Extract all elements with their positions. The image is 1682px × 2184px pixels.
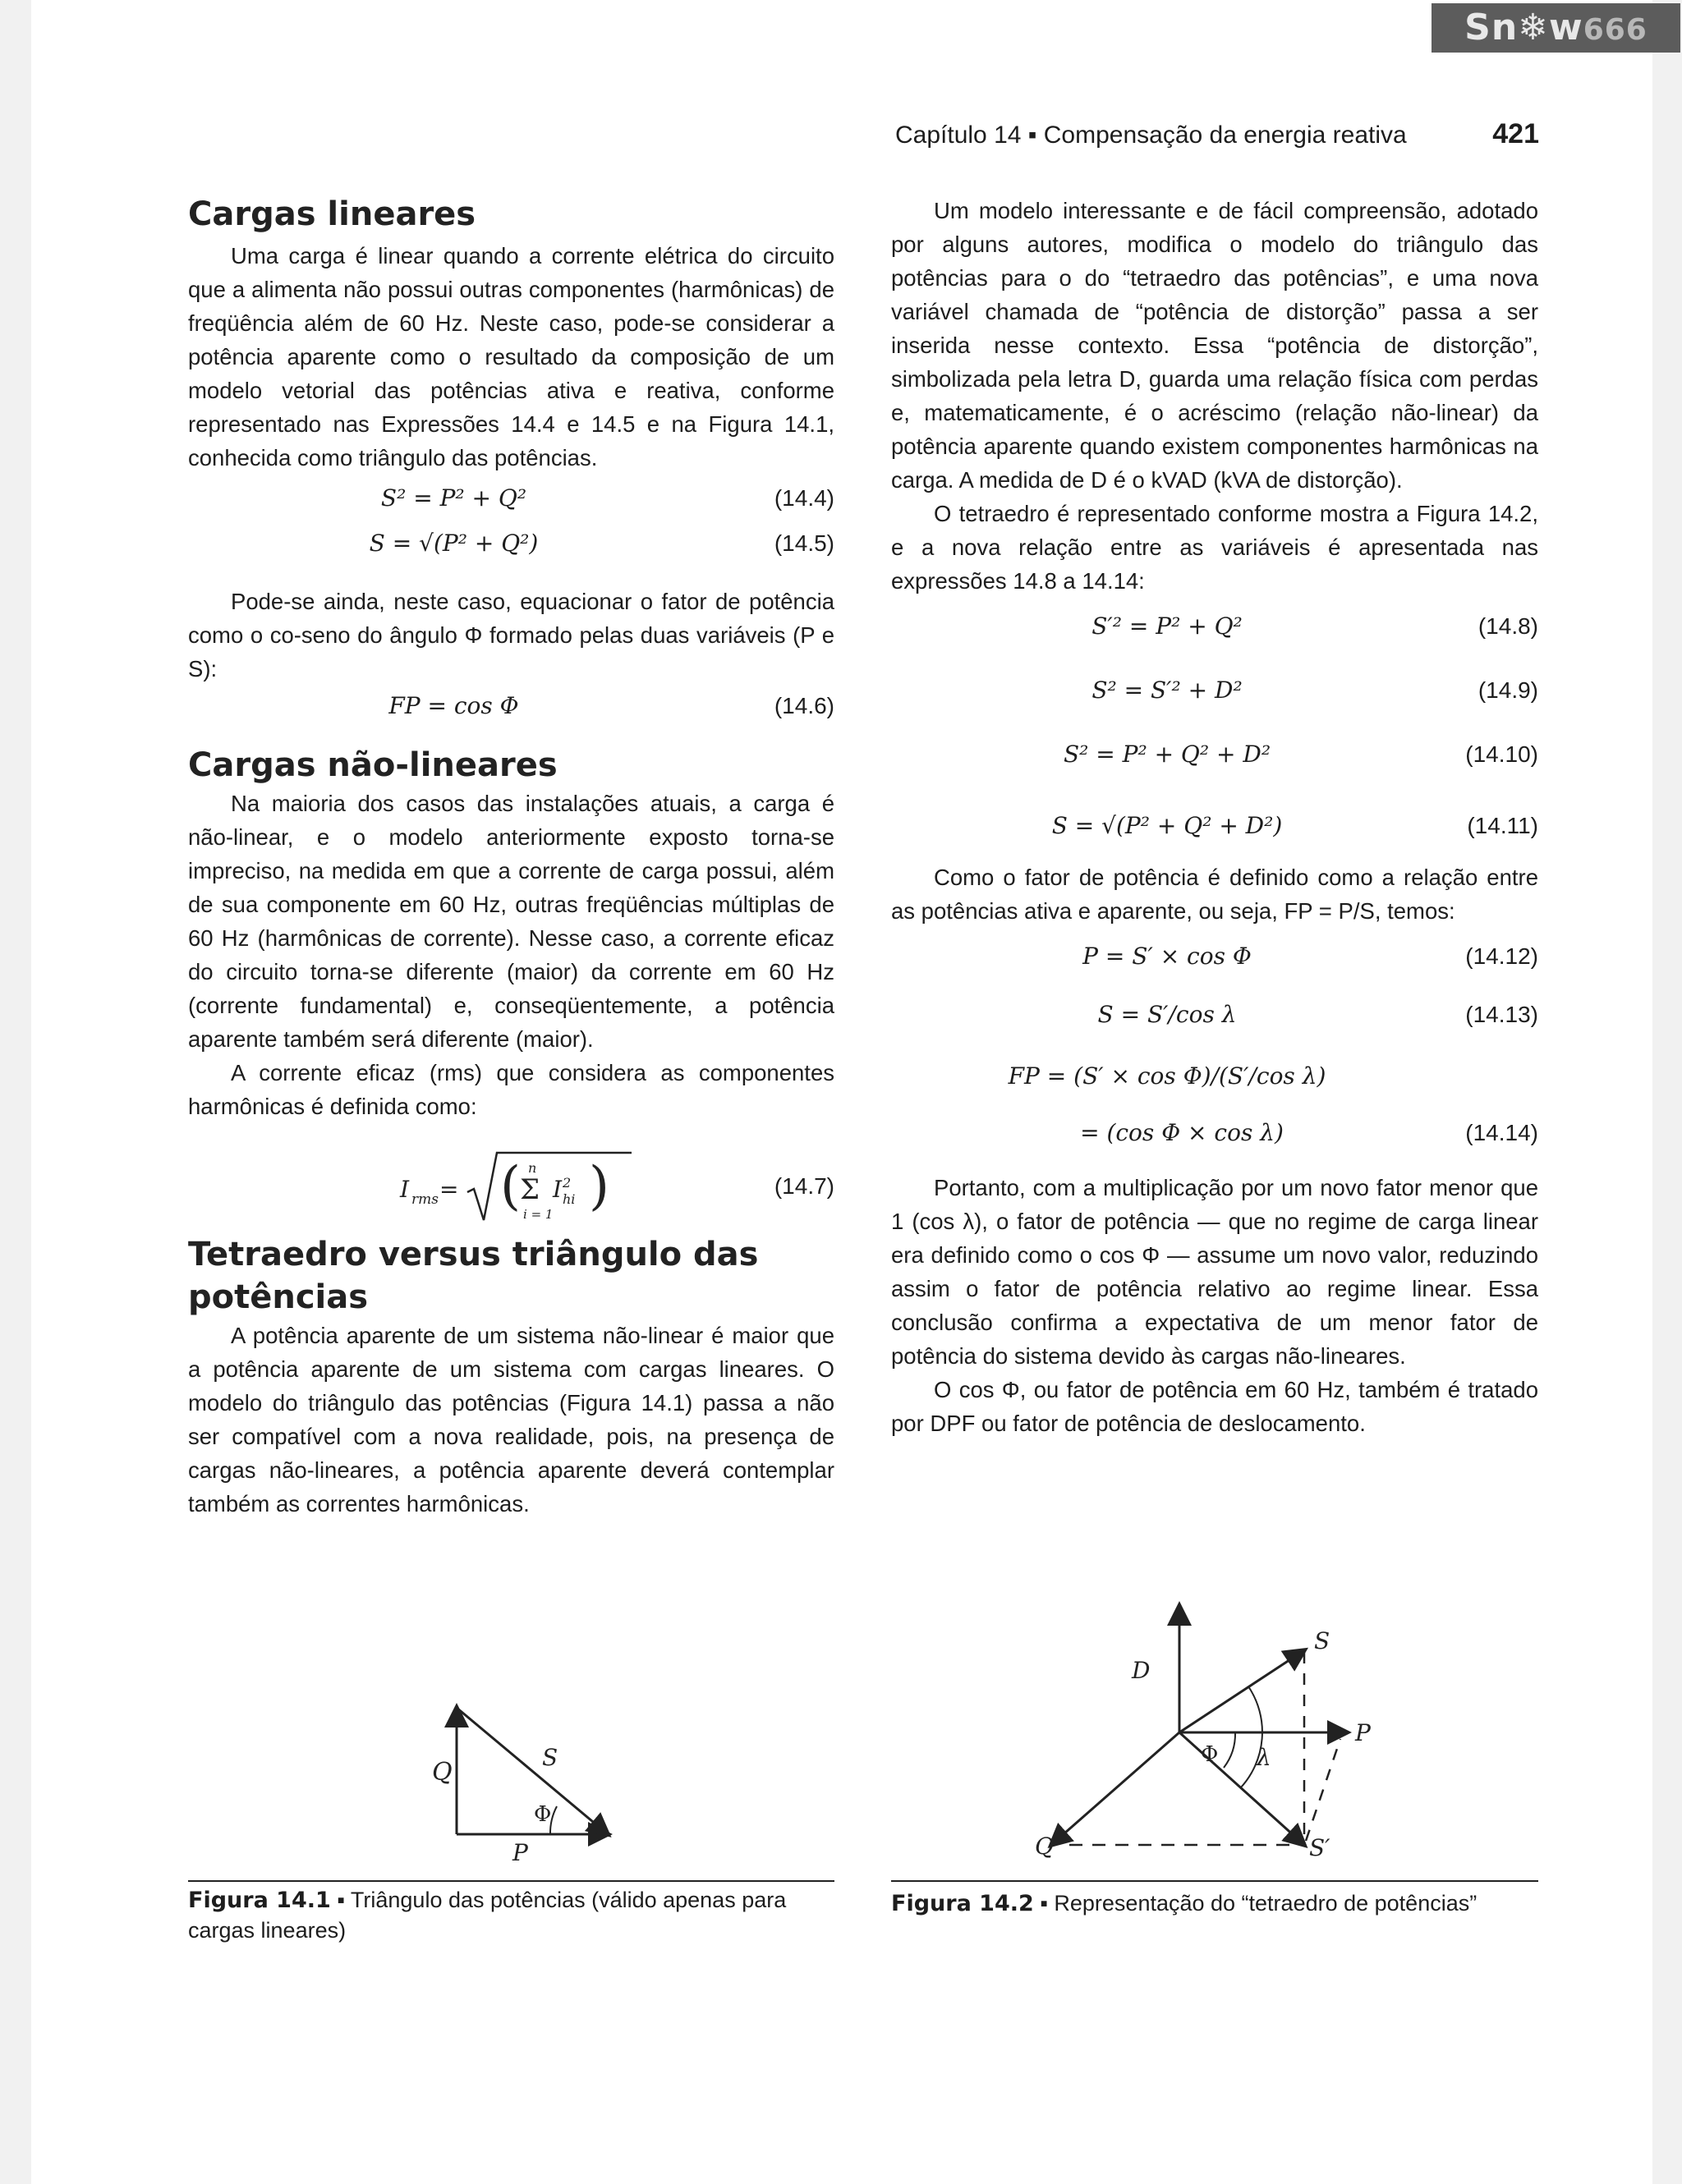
svg-text:i = 1: i = 1	[523, 1207, 554, 1222]
caption-rule	[891, 1880, 1538, 1882]
figure-14-1-power-triangle	[411, 1698, 632, 1862]
svg-text:(: (	[500, 1156, 521, 1217]
svg-text:=: =	[439, 1176, 459, 1203]
phi-label: Φ	[1201, 1742, 1219, 1767]
figure-14-1-caption: Figura 14.1 ▪ Triângulo das potências (válido apenas para cargas lineares)	[188, 1888, 787, 1943]
paragraph: A corrente eficaz (rms) que considera as componentes harmônicas é definida como:	[188, 1060, 834, 1119]
page-number: 421	[1492, 118, 1539, 149]
svg-text:hi: hi	[563, 1191, 576, 1207]
caption-rule	[188, 1880, 834, 1882]
equation-14-5: S = √(P² + Q²) (14.5)	[369, 530, 834, 557]
d-label: D	[1132, 1657, 1151, 1684]
figure-14-2-power-tetrahedron	[1018, 1594, 1413, 1865]
s-label: S	[1314, 1627, 1330, 1654]
paragraph: O cos Φ, ou fator de potência em 60 Hz, também é tratado por DPF ou fator de potência de deslocamento.	[891, 1377, 1538, 1436]
svg-text:I: I	[553, 1176, 563, 1203]
equation-14-4: S² = P² + Q² (14.4)	[380, 484, 834, 512]
paragraph: Um modelo interessante e de fácil compreensão, adotado por alguns autores, modifica o modelo do triângulo das potências para o do “tetraedro das potências”, e uma nova variável chamada de “potência de distorção” passa a ser inserida nesse contexto. Essa “potência de distorção”, simbolizada pela letra D, guarda uma relação física com perdas e, matematicamente, é o acréscimo (relação não-linear) da potência aparente quando existem componentes harmônicas na carga. A medida de D é o kVAD (kVA de distorção).	[891, 198, 1538, 493]
chapter-title: Capítulo 14 ▪ Compensação da energia reativa	[895, 122, 1407, 149]
running-head	[895, 118, 1539, 149]
watermark-logo: Sn❄w666	[1432, 3, 1680, 53]
s-prime-label: S′	[1309, 1834, 1330, 1861]
p-label: P	[512, 1839, 528, 1862]
paragraph: Portanto, com a multiplicação por um novo fator menor que 1 (cos λ), o fator de potência — que no regime de carga linear era definido como o cos Φ — assume um novo valor, reduzindo assim o fator de potência relativo ao regime linear. Essa conclusão confirma a expectativa de um menor fator de potência do sistema devido às cargas não-lineares.	[891, 1175, 1538, 1369]
lambda-label: λ	[1257, 1744, 1271, 1771]
heading-tetraedro: Tetraedro versus triângulo das potências	[188, 1236, 759, 1316]
p-label: P	[1355, 1719, 1371, 1746]
paragraph: O tetraedro é representado conforme mostra a Figura 14.2, e a nova relação entre as variáveis é apresentada nas expressões 14.8 a 14.14:	[891, 501, 1538, 594]
snowflake-icon: ❄	[1518, 7, 1550, 48]
q-label: Q	[1035, 1833, 1054, 1860]
heading-cargas-nao-lineares: Cargas não-lineares	[188, 746, 558, 784]
equation-14-6: FP = cos Φ (14.6)	[388, 692, 834, 719]
figure-14-2-caption: Figura 14.2 ▪ Representação do “tetraedro de potências”	[891, 1891, 1477, 1916]
paragraph: Uma carga é linear quando a corrente elétrica do circuito que a alimenta não possui outras componentes (harmônicas) de freqüência além de 60 Hz. Neste caso, pode-se considerar a potência aparente como o resultado da composição de um modelo vetorial das potências ativa e reativa, conforme representado nas Expressões 14.4 e 14.5 e na Figura 14.1, conhecida como triângulo das potências.	[188, 243, 834, 470]
equation-14-8: S′² = P² + Q² (14.8)	[1091, 613, 1538, 640]
svg-text:): )	[589, 1156, 609, 1217]
equation-14-7: I rms = ( Σ n i = 1 I 2 hi ) (14.7)	[188, 1145, 834, 1223]
s-label: S	[542, 1744, 558, 1771]
right-column	[891, 194, 1538, 1440]
paragraph: Na maioria dos casos das instalações atuais, a carga é não-linear, e o modelo anteriormente exposto torna-se impreciso, na medida em que a corrente de carga possui, além de sua componente em 60 Hz, outras freqüências múltiplas de 60 Hz (harmônicas de corrente). Nesse caso, a corrente eficaz do circuito torna-se diferente (maior) da corrente em 60 Hz (corrente fundamental) e, conseqüentemente, a potência aparente também será diferente (maior).	[188, 791, 834, 1052]
equation-14-14-line-1: FP = (S′ × cos Φ)/(S′/cos λ)	[1008, 1062, 1326, 1090]
rms-formula	[188, 1145, 834, 1223]
equation-14-9: S² = S′² + D² (14.9)	[1091, 677, 1538, 704]
svg-text:rms: rms	[411, 1191, 439, 1208]
svg-text:2: 2	[563, 1175, 572, 1191]
svg-text:n: n	[528, 1160, 537, 1176]
svg-text:I: I	[400, 1176, 410, 1203]
q-label: Q	[432, 1758, 453, 1787]
paragraph: Como o fator de potência é definido como a relação entre as potências ativa e aparente, ou seja, FP = P/S, temos:	[891, 865, 1538, 924]
paragraph: A potência aparente de um sistema não-linear é maior que a potência aparente de um sistema com cargas lineares. O modelo do triângulo das potências (Figura 14.1) passa a não ser compatível com a nova realidade, pois, na presença de cargas não-lineares, a potência aparente deverá contemplar também as correntes harmônicas.	[188, 1323, 834, 1516]
svg-text:Σ: Σ	[520, 1173, 540, 1206]
equation-14-13: S = S′/cos λ (14.13)	[1097, 1001, 1538, 1028]
phi-label: Φ	[534, 1802, 552, 1827]
equation-14-14-line-2: = (cos Φ × cos λ) (14.14)	[1080, 1119, 1538, 1146]
left-column	[188, 193, 834, 1521]
heading-cargas-lineares: Cargas lineares	[188, 195, 476, 233]
equation-14-10: S² = P² + Q² + D² (14.10)	[1063, 741, 1538, 768]
equation-14-12: P = S′ × cos Φ (14.12)	[1082, 943, 1538, 970]
paragraph: Pode-se ainda, neste caso, equacionar o fator de potência como o co-seno do ângulo Φ formado pelas duas variáveis (P e S):	[188, 589, 834, 681]
equation-14-11: S = √(P² + Q² + D²) (14.11)	[1051, 812, 1538, 839]
